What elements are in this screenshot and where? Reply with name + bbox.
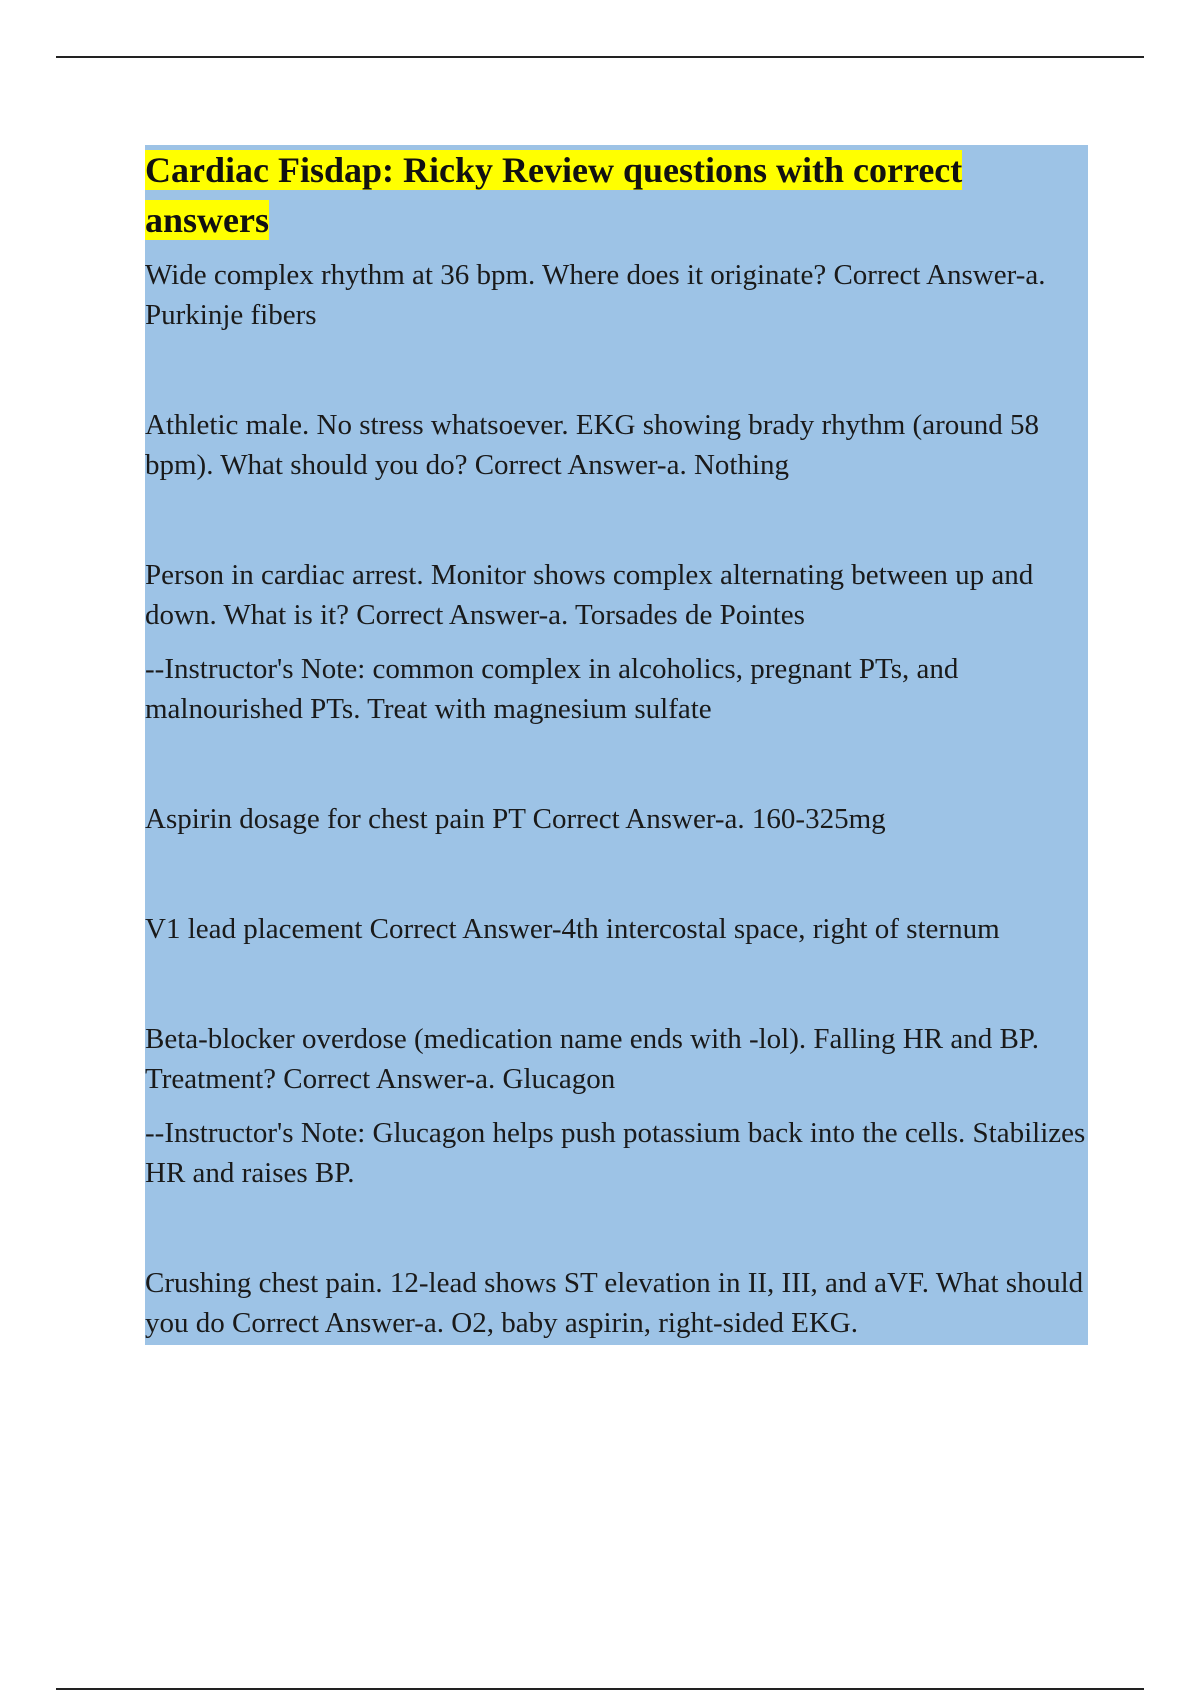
title-highlight: Cardiac Fisdap: Ricky Review questions with correct answers [145, 150, 963, 240]
document-content [145, 145, 1088, 1345]
instructor-note: --Instructor's Note: Glucagon helps push potassium back into the cells. Stabilizes HR and raises BP. [145, 1117, 1086, 1189]
qa-item: Person in cardiac arrest. Monitor shows complex alternating between up and down. What is it? Correct Answer-a. Torsades de Pointes [145, 559, 1034, 631]
qa-item: Beta-blocker overdose (medication name ends with -lol). Falling HR and BP. Treatment? Correct Answer-a. Glucagon [145, 1023, 1039, 1095]
qa-item: Athletic male. No stress whatsoever. EKG showing brady rhythm (around 58 bpm). What should you do? Correct Answer-a. Nothing [145, 409, 1039, 481]
footer-rule [56, 1688, 1144, 1690]
header-rule [56, 56, 1144, 58]
qa-item: Wide complex rhythm at 36 bpm. Where does it originate? Correct Answer-a. Purkinje fibers [145, 259, 1046, 331]
document-title [145, 145, 1088, 245]
qa-item: Aspirin dosage for chest pain PT Correct Answer-a. 160-325mg [145, 803, 886, 835]
qa-item: Crushing chest pain. 12-lead shows ST elevation in II, III, and aVF. What should you do Correct Answer-a. O2, baby aspirin, right-sided EKG. [145, 1267, 1084, 1339]
qa-item: V1 lead placement Correct Answer-4th intercostal space, right of sternum [145, 913, 1000, 945]
instructor-note: --Instructor's Note: common complex in alcoholics, pregnant PTs, and malnourished PTs. Treat with magnesium sulfate [145, 653, 959, 725]
